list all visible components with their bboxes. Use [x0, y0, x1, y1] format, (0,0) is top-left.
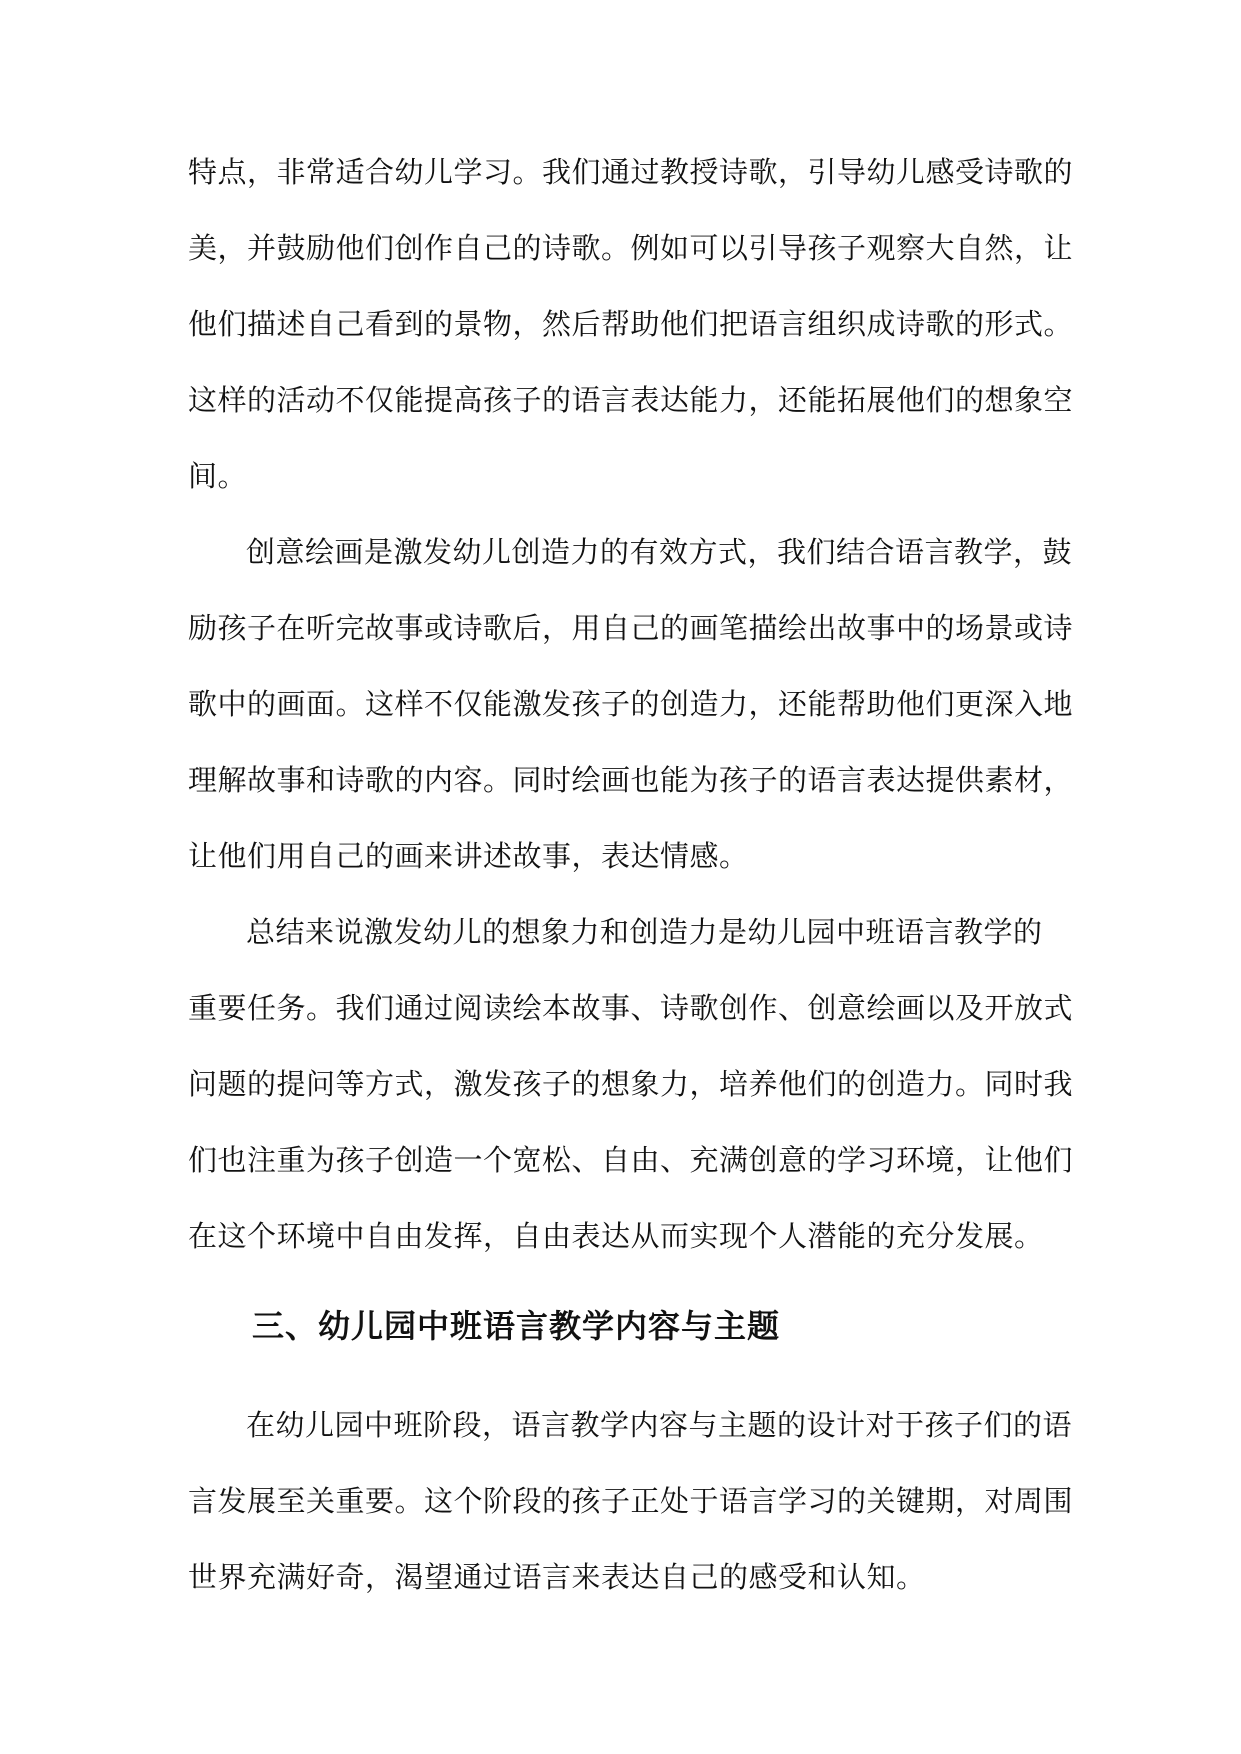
- text-line: 美，并鼓励他们创作自己的诗歌。例如可以引导孩子观察大自然，让: [188, 231, 1074, 265]
- text-line: 励孩子在听完故事或诗歌后，用自己的画笔描绘出故事中的场景或诗: [188, 611, 1074, 645]
- text-line: 让他们用自己的画来讲述故事，表达情感。: [188, 839, 749, 873]
- text-line: 问题的提问等方式，激发孩子的想象力，培养他们的创造力。同时我: [188, 1067, 1074, 1101]
- paragraph-start-line: 创意绘画是激发幼儿创造力的有效方式，我们结合语言教学，鼓: [246, 535, 1073, 569]
- text-line: 间。: [188, 459, 248, 493]
- text-line: 世界充满好奇，渴望通过语言来表达自己的感受和认知。: [188, 1560, 926, 1594]
- body-text-upper: [188, 134, 1074, 1274]
- paragraph-start-line: 在幼儿园中班阶段，语言教学内容与主题的设计对于孩子们的语: [246, 1408, 1073, 1442]
- text-line: 重要任务。我们通过阅读绘本故事、诗歌创作、创意绘画以及开放式: [188, 991, 1074, 1025]
- text-line: 言发展至关重要。这个阶段的孩子正处于语言学习的关键期，对周围: [188, 1484, 1074, 1518]
- body-text-lower: [188, 1387, 1074, 1615]
- section-heading: 三、幼儿园中班语言教学内容与主题: [252, 1307, 781, 1345]
- text-line: 们也注重为孩子创造一个宽松、自由、充满创意的学习环境，让他们: [188, 1143, 1074, 1177]
- text-line: 在这个环境中自由发挥，自由表达从而实现个人潜能的充分发展。: [188, 1219, 1044, 1253]
- text-line: 他们描述自己看到的景物，然后帮助他们把语言组织成诗歌的形式。: [188, 307, 1074, 341]
- text-line: 特点，非常适合幼儿学习。我们通过教授诗歌，引导幼儿感受诗歌的: [188, 155, 1074, 189]
- text-line: 理解故事和诗歌的内容。同时绘画也能为孩子的语言表达提供素材，: [188, 763, 1074, 797]
- text-line: 这样的活动不仅能提高孩子的语言表达能力，还能拓展他们的想象空: [188, 383, 1074, 417]
- paragraph-start-line: 总结来说激发幼儿的想象力和创造力是幼儿园中班语言教学的: [246, 915, 1043, 949]
- text-line: 歌中的画面。这样不仅能激发孩子的创造力，还能帮助他们更深入地: [188, 687, 1074, 721]
